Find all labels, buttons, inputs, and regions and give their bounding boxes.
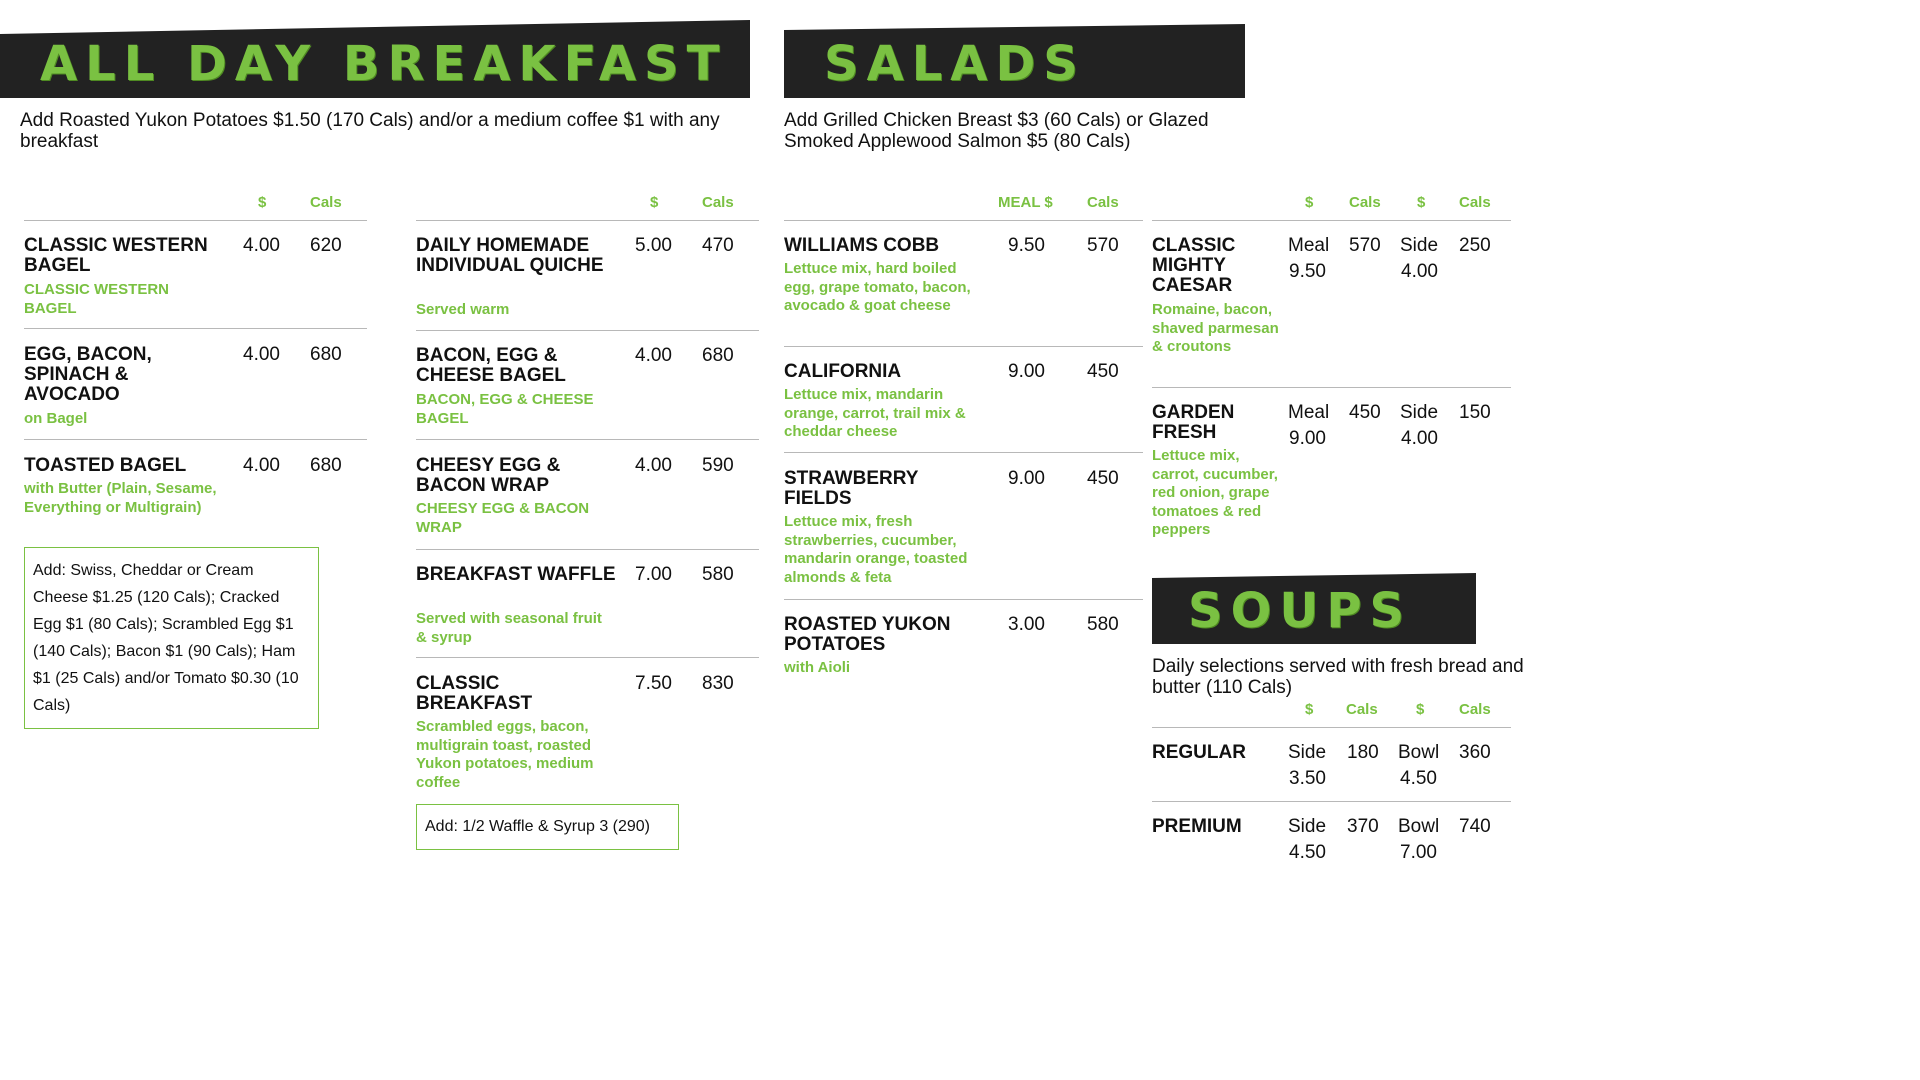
menu-item-name: REGULAR xyxy=(1152,742,1246,763)
menu-item-price: 4.00 xyxy=(243,344,280,365)
soups-col-side-cals: Cals xyxy=(1346,701,1378,718)
soups-title: SOUPS xyxy=(1188,583,1413,639)
divider xyxy=(416,220,759,221)
menu-item-name: WILLIAMS COBB xyxy=(784,235,940,256)
menu-item-price: 9.50 xyxy=(1008,235,1045,256)
meal-cals: 450 xyxy=(1349,402,1381,423)
menu-item-name: BACON, EGG & CHEESE BAGEL xyxy=(416,345,566,386)
menu-item-cals: 680 xyxy=(702,345,734,366)
menu-item-name: PREMIUM xyxy=(1152,816,1242,837)
menu-item-name: CLASSIC MIGHTY CAESAR xyxy=(1152,235,1236,296)
salads-title: SALADS xyxy=(824,36,1086,92)
bowl-cals: 740 xyxy=(1459,816,1491,837)
menu-item-cals: 570 xyxy=(1087,235,1119,256)
menu-item-name: CHEESY EGG & BACON WRAP xyxy=(416,455,561,496)
side-size-label: Side xyxy=(1288,742,1327,763)
menu-item-desc: Romaine, bacon, shaved parmesan & croutons xyxy=(1152,301,1279,355)
side-price: 4.00 xyxy=(1401,261,1438,282)
bowl-size-label: Bowl xyxy=(1398,816,1440,837)
menu-item-desc: Lettuce mix, carrot, cucumber, red onion, grape tomatoes & red peppers xyxy=(1152,447,1278,538)
breakfast-right-col-price: $ xyxy=(650,194,659,211)
breakfast-left-col-cals: Cals xyxy=(310,194,342,211)
menu-item-cals: 830 xyxy=(702,673,734,694)
divider xyxy=(784,346,1143,347)
divider xyxy=(784,599,1143,600)
menu-item-price: 5.00 xyxy=(635,235,672,256)
meal-price: 9.50 xyxy=(1289,261,1326,282)
divider xyxy=(1152,387,1511,388)
soups-col-bowl-cals: Cals xyxy=(1459,701,1491,718)
menu-item-desc: Scrambled eggs, bacon, multigrain toast, roasted Yukon potatoes, medium coffee xyxy=(416,718,594,791)
menu-item-desc: on Bagel xyxy=(24,410,88,427)
menu-item-price: 4.00 xyxy=(243,235,280,256)
salads-col-cals: Cals xyxy=(1087,194,1119,211)
salads-right-col-meal-cals: Cals xyxy=(1349,194,1381,211)
menu-item-price: 9.00 xyxy=(1008,468,1045,489)
menu-item-name: ROASTED YUKON POTATOES xyxy=(784,614,951,655)
menu-item-price: 7.50 xyxy=(635,673,672,694)
menu-item-desc: Lettuce mix, fresh strawberries, cucumber, mandarin orange, toasted almonds & feta xyxy=(784,513,968,586)
side-price: 4.00 xyxy=(1401,428,1438,449)
divider xyxy=(1152,801,1511,802)
menu-item-desc: BACON, EGG & CHEESE BAGEL xyxy=(416,391,594,427)
menu-item-desc: CHEESY EGG & BACON WRAP xyxy=(416,500,590,536)
menu-item-price: 9.00 xyxy=(1008,361,1045,382)
side-price: 3.50 xyxy=(1289,768,1326,789)
side-cals: 370 xyxy=(1347,816,1379,837)
menu-item-cals: 580 xyxy=(1087,614,1119,635)
bowl-price: 4.50 xyxy=(1400,768,1437,789)
menu-item-name: CALIFORNIA xyxy=(784,361,902,382)
menu-item-name: BREAKFAST WAFFLE xyxy=(416,564,616,585)
menu-item-name: TOASTED BAGEL xyxy=(24,455,187,476)
side-size-label: Side xyxy=(1400,235,1439,256)
meal-price: 9.00 xyxy=(1289,428,1326,449)
divider xyxy=(416,439,759,440)
side-price: 4.50 xyxy=(1289,842,1326,863)
menu-item-price: 7.00 xyxy=(635,564,672,585)
menu-item-desc: with Butter (Plain, Sesame, Everything or Multigrain) xyxy=(24,480,217,516)
menu-item-cals: 470 xyxy=(702,235,734,256)
menu-item-desc: Served warm xyxy=(416,301,510,318)
salads-intro: Add Grilled Chicken Breast $3 (60 Cals) or Glazed Smoked Applewood Salmon $5 (80 Cals) xyxy=(784,110,1209,152)
waffle-addon-box: Add: 1/2 Waffle & Syrup 3 (290) xyxy=(416,804,679,850)
menu-item-price: 4.00 xyxy=(635,345,672,366)
side-cals: 250 xyxy=(1459,235,1491,256)
breakfast-title: ALL DAY BREAKFAST xyxy=(40,36,728,92)
bowl-cals: 360 xyxy=(1459,742,1491,763)
menu-item-desc: with Aioli xyxy=(784,659,851,676)
bowl-price: 7.00 xyxy=(1400,842,1437,863)
menu-item-cals: 680 xyxy=(310,344,342,365)
menu-item-price: 4.00 xyxy=(635,455,672,476)
menu-item-name: GARDEN FRESH xyxy=(1152,402,1235,443)
breakfast-intro: Add Roasted Yukon Potatoes $1.50 (170 Cals) and/or a medium coffee $1 with any breakfast xyxy=(20,110,720,152)
breakfast-left-col-price: $ xyxy=(258,194,267,211)
divider xyxy=(1152,727,1511,728)
menu-item-cals: 590 xyxy=(702,455,734,476)
menu-item-name: DAILY HOMEMADE INDIVIDUAL QUICHE xyxy=(416,235,604,276)
salads-right-col-side-cals: Cals xyxy=(1459,194,1491,211)
divider xyxy=(1152,220,1511,221)
soups-col-side-price: $ xyxy=(1305,701,1314,718)
menu-item-name: EGG, BACON, SPINACH & AVOCADO xyxy=(24,344,152,405)
soups-col-bowl-price: $ xyxy=(1416,701,1425,718)
soups-intro: Daily selections served with fresh bread and butter (110 Cals) xyxy=(1152,656,1524,698)
divider xyxy=(24,220,367,221)
menu-item-cals: 450 xyxy=(1087,468,1119,489)
menu-item-cals: 580 xyxy=(702,564,734,585)
menu-item-cals: 450 xyxy=(1087,361,1119,382)
divider xyxy=(784,452,1143,453)
menu-item-cals: 620 xyxy=(310,235,342,256)
divider xyxy=(784,220,1143,221)
salads-col-meal: MEAL $ xyxy=(998,194,1053,211)
menu-item-name: CLASSIC BREAKFAST xyxy=(416,673,533,714)
bowl-size-label: Bowl xyxy=(1398,742,1440,763)
side-size-label: Side xyxy=(1288,816,1327,837)
menu-item-price: 3.00 xyxy=(1008,614,1045,635)
menu-item-desc: CLASSIC WESTERN BAGEL xyxy=(24,281,170,317)
menu-item-name: CLASSIC WESTERN BAGEL xyxy=(24,235,208,276)
menu-item-cals: 680 xyxy=(310,455,342,476)
side-size-label: Side xyxy=(1400,402,1439,423)
salads-right-col-meal-price: $ xyxy=(1305,194,1314,211)
divider xyxy=(24,439,367,440)
meal-cals: 570 xyxy=(1349,235,1381,256)
breakfast-right-col-cals: Cals xyxy=(702,194,734,211)
meal-size-label: Meal xyxy=(1288,402,1330,423)
menu-item-desc: Lettuce mix, hard boiled egg, grape tomato, bacon, avocado & goat cheese xyxy=(784,260,971,314)
divider xyxy=(416,549,759,550)
meal-size-label: Meal xyxy=(1288,235,1330,256)
menu-item-desc: Served with seasonal fruit & syrup xyxy=(416,610,602,646)
divider xyxy=(416,330,759,331)
divider xyxy=(416,657,759,658)
salads-right-col-side-price: $ xyxy=(1417,194,1426,211)
menu-item-name: STRAWBERRY FIELDS xyxy=(784,468,919,509)
breakfast-addon-box: Add: Swiss, Cheddar or Cream Cheese $1.25 (120 Cals); Cracked Egg $1 (80 Cals); Scrambled Egg $1 (140 Cals); Bacon $1 (90 Cals); Ham $1 (25 Cals) and/or Tomato $0.30 (10 Cals) xyxy=(24,547,319,729)
menu-item-desc: Lettuce mix, mandarin orange, carrot, trail mix & cheddar cheese xyxy=(784,386,966,440)
divider xyxy=(24,328,367,329)
side-cals: 180 xyxy=(1347,742,1379,763)
side-cals: 150 xyxy=(1459,402,1491,423)
menu-item-price: 4.00 xyxy=(243,455,280,476)
